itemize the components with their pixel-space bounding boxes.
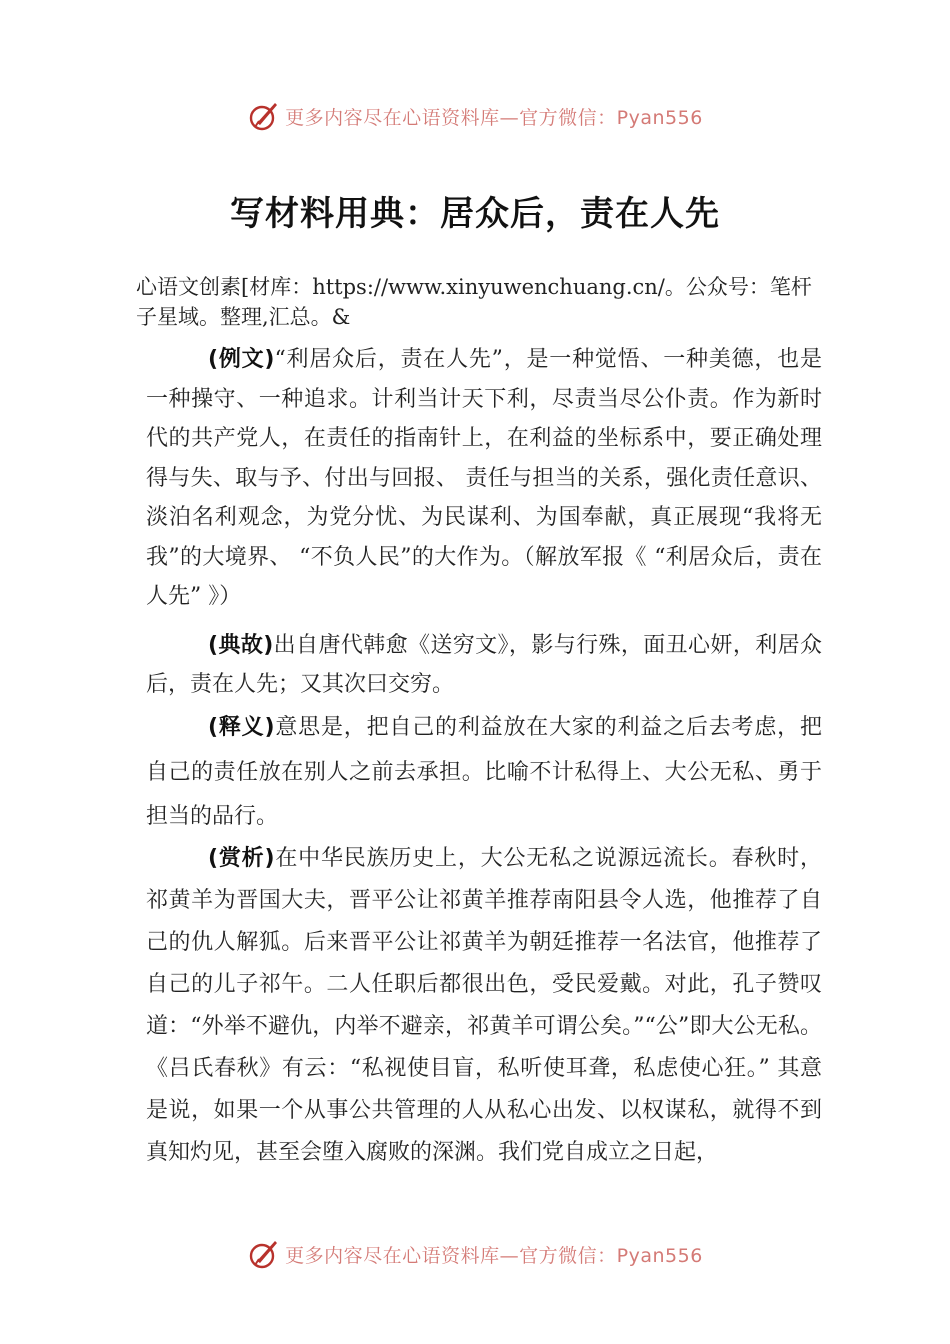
footer-banner <box>0 1234 950 1274</box>
quill-logo-icon <box>247 1237 281 1271</box>
allusion-paragraph <box>146 626 822 704</box>
example-tag: (例文) <box>208 347 275 372</box>
banner-text <box>285 103 703 130</box>
analysis-text: 在中华民族历史上，大公无私之说源远流长。春秋时，祁黄羊为晋国大夫，晋平公让祁黄羊推荐南阳县令人选，他推荐了自己的仇人解狐。后来晋平公让祁黄羊为朝廷推荐一名法官，他推荐了自己的儿子祁午。二人任职后都很出色，受民爱戴。对此，孔子赞叹道：“外举不避仇，内举不避亲，祁黄羊可谓公矣。”“公”即大公无私。《吕氏春秋》有云：“私视使目盲，私听使耳聋，私虑使心狂。” 其意是说，如果一个从事公共管理的人从私心出发、以权谋私，就得不到真知灼见，甚至会堕入腐败的深渊。我们党自成立之日起， <box>146 846 822 1165</box>
meaning-paragraph <box>146 706 822 840</box>
example-paragraph <box>146 340 822 617</box>
allusion-text: 出自唐代韩愈《送穷文》，影与行殊，面丑心妍，利居众后，责在人先；又其次曰交穷。 <box>146 633 822 697</box>
example-text: “利居众后，责在人先”，是一种觉悟、一种美德，也是一种操守、一种追求。计利当计天下利，尽责当尽公仆责。作为新时代的共产党人，在责任的指南针上，在利益的坐标系中，要正确处理得与失、取与予、付出与回报、 责任与担当的关系，强化责任意识、淡泊名利观念，为党分忧、为民谋利、为国奉献，真正展现“我将无我”的大境界、 “不负人民”的大作为。（解放军报《 “利居众后，责在人先” 》） <box>146 347 822 609</box>
source-line: 心语文创素[材库：https://www.xinyuwenchuang.cn/。公众号：笔杆子星域。整理,汇总。& <box>136 275 812 329</box>
quill-logo-icon <box>247 99 281 133</box>
footer-banner-text <box>285 1241 703 1268</box>
header-banner <box>0 96 950 136</box>
meaning-text: 意思是，把自己的利益放在大家的利益之后去考虑，把自己的责任放在别人之前去承担。比喻不计私得上、大公无私、勇于担当的品行。 <box>146 715 822 829</box>
footer-banner-label: 更多内容尽在心语资料库—官方微信： <box>285 1244 617 1267</box>
analysis-tag: (赏析) <box>208 846 275 871</box>
allusion-tag: (典故) <box>208 633 274 658</box>
meaning-tag: (释义) <box>208 715 275 740</box>
footer-banner-wechat-id: Pyan556 <box>616 1244 703 1267</box>
banner-wechat-id: Pyan556 <box>616 106 703 129</box>
analysis-paragraph <box>146 838 822 1174</box>
page-title: 写材料用典：居众后，责在人先 <box>230 194 720 234</box>
banner-label: 更多内容尽在心语资料库—官方微信： <box>285 106 617 129</box>
